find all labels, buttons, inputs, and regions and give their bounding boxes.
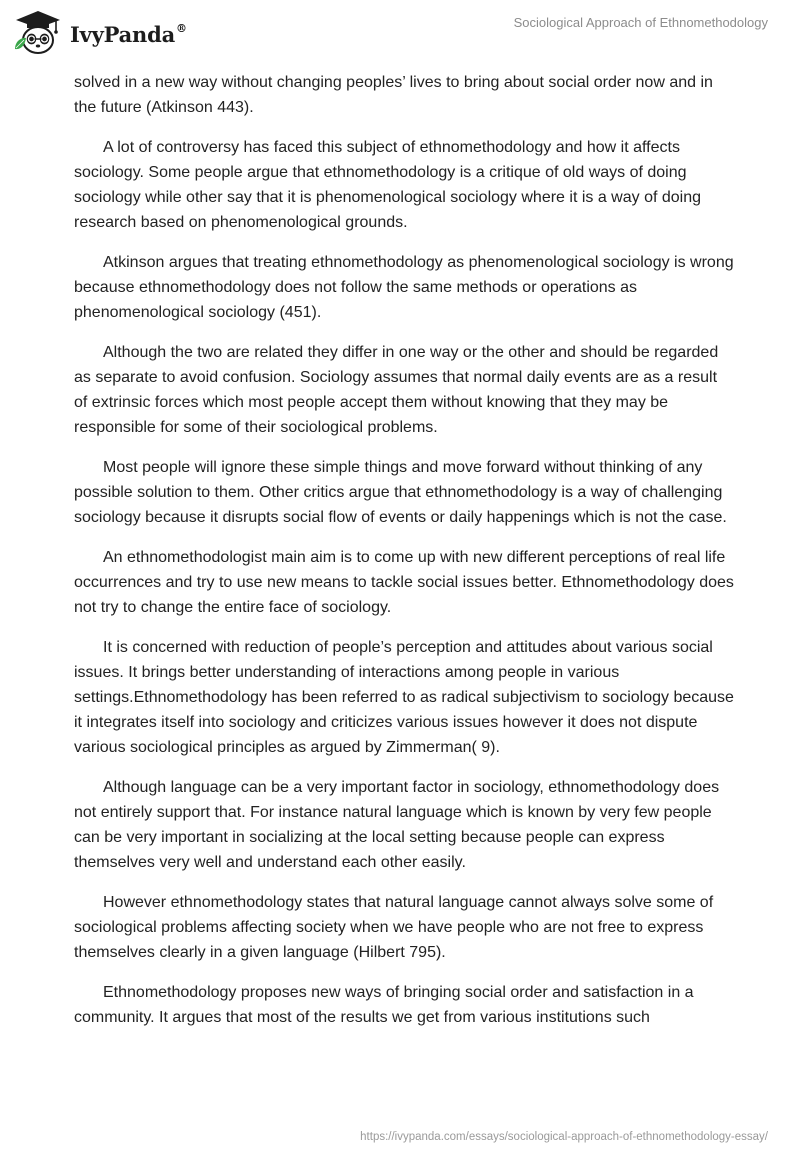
page-header — [0, 0, 800, 64]
source-url-link[interactable]: https://ivypanda.com/essays/sociological-approach-of-ethnomethodology-essay/ — [360, 1131, 768, 1143]
panda-graduate-logo-icon — [12, 9, 64, 57]
paragraph-10: Ethnomethodology proposes new ways of bringing social order and satisfaction in a community. It argues that most of the results we get from various institutions such — [74, 984, 694, 1026]
paragraph-5: Most people will ignore these simple things and move forward without thinking of any possible solution to them. Other critics argue that ethnomethodology is a way of challenging sociology because it disrupts social flow of events or daily happenings which is not the case. — [74, 459, 727, 526]
brand-name: IvyPanda® — [70, 22, 187, 47]
paragraph-9: However ethnomethodology states that natural language cannot always solve some of sociological problems affecting society when we have people who are not free to express themselves clearly in a given language (Hilbert 795). — [74, 894, 714, 961]
registered-mark: ® — [176, 22, 187, 35]
paragraph-3: Atkinson argues that treating ethnomethodology as phenomenological sociology is wrong because ethnomethodology does not follow the same methods or operations as phenomenological sociology (451). — [74, 254, 734, 321]
ivypanda-logo[interactable] — [12, 9, 187, 57]
document-title: Sociological Approach of Ethnomethodology — [513, 15, 768, 30]
paragraph-8: Although language can be a very important factor in sociology, ethnomethodology does not entirely support that. For instance natural language which is known by very few people can be very important in socializing at the local setting because people can express themselves very well and understand each other easily. — [74, 779, 720, 871]
paragraph-7: It is concerned with reduction of people’s perception and attitudes about various social issues. It brings better understanding of interactions among people in various settings.Ethnomethodology has been referred to as radical subjectivism to sociology because it integrates itself into sociology and criticizes various issues however it does not dispute various sociological principles as argued by Zimmerman( 9). — [74, 639, 734, 756]
paragraph-2: A lot of controversy has faced this subject of ethnomethodology and how it affects sociology. Some people argue that ethnomethodology is a critique of old ways of doing sociology while other say that it is phenomenological sociology where it is a way of doing research based on phenomenological grounds. — [74, 139, 702, 231]
paragraph-6: An ethnomethodologist main aim is to come up with new different perceptions of real life occurrences and try to use new means to tackle social issues better. Ethnomethodology does not try to change the entire face of sociology. — [74, 549, 734, 616]
essay-body — [74, 70, 734, 1045]
paragraph-4: Although the two are related they differ in one way or the other and should be regarded as separate to avoid confusion. Sociology assumes that normal daily events are as a result of extrinsic forces which most people accept them without knowing that they may be responsible for some of their sociological problems. — [74, 344, 719, 436]
paragraph-1: solved in a new way without changing peoples’ lives to bring about social order now and in the future (Atkinson 443). — [74, 74, 713, 116]
